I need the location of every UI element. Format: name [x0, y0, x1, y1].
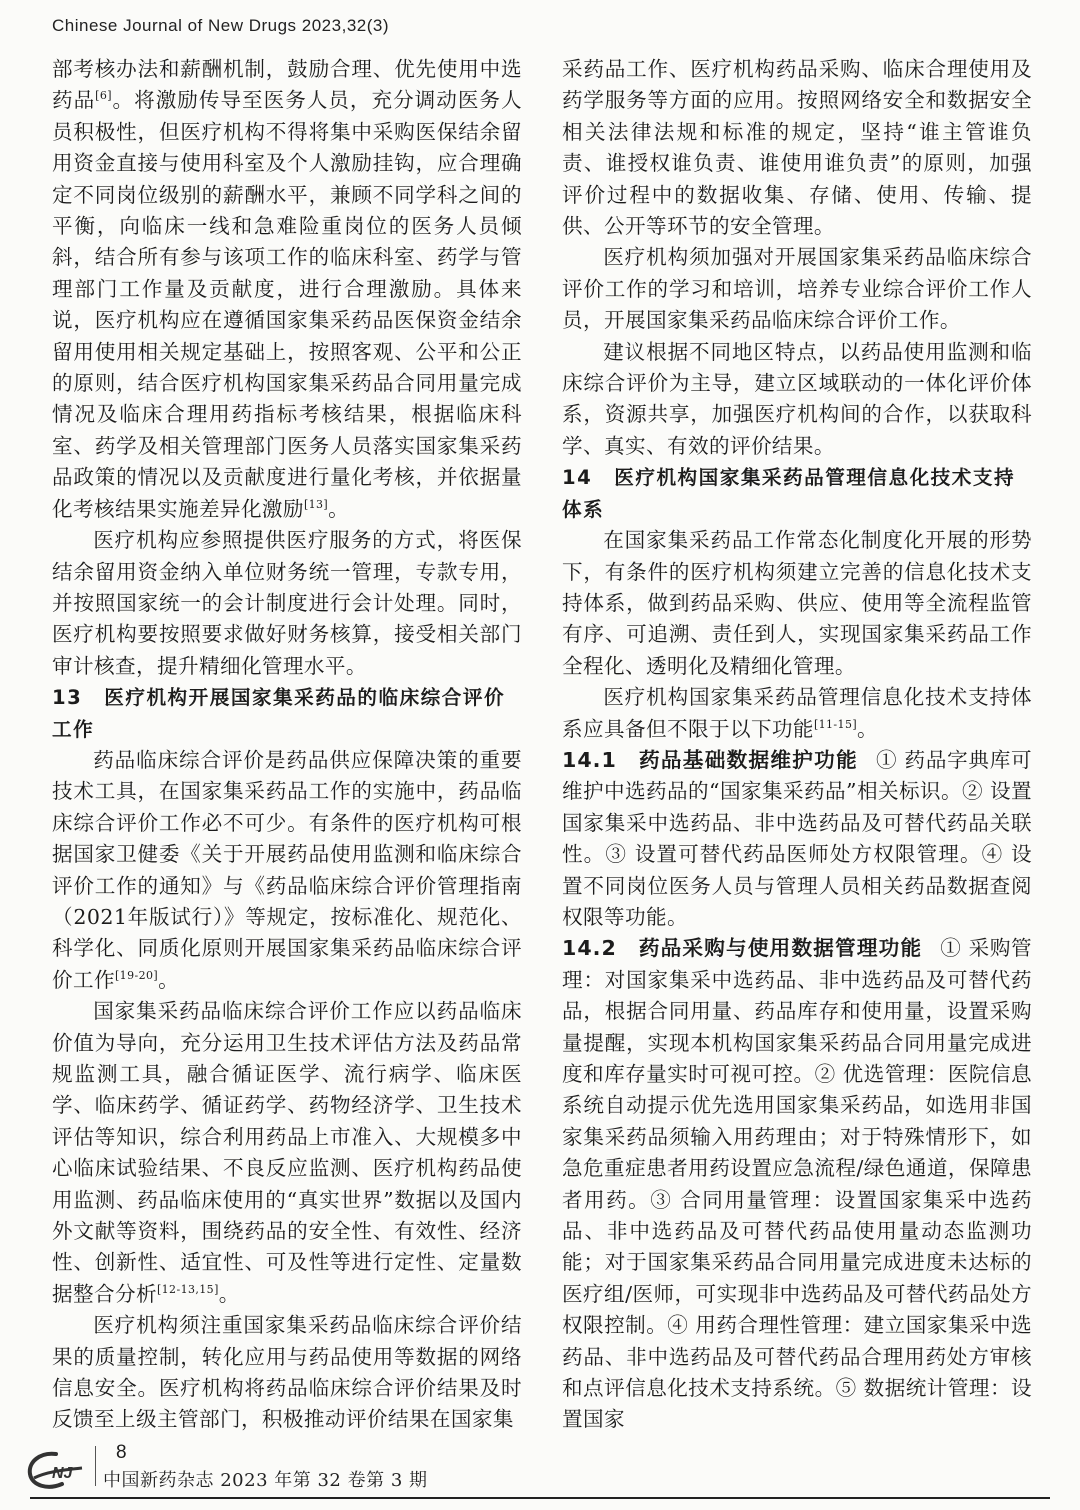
left-column [52, 54, 522, 1436]
paragraph: 医疗机构应参照提供医疗服务的方式，将医保结余留用资金纳入单位财务统一管理，专款专用，并按照国家统一的会计制度进行会计处理。同时，医疗机构要按照要求做好财务核算，接受相关部门审计核查，提升精细化管理水平。 [52, 528, 522, 678]
section-heading-13: 13 医疗机构开展国家集采药品的临床综合评价工作 [52, 686, 506, 741]
paragraph: 部考核办法和薪酬机制，鼓励合理、优先使用中选药品[6]。将激励传导至医务人员，充分调动医务人员积极性，但医疗机构不得将集中采购医保结余留用资金直接与使用科室及个人激励挂钩，应合理确定不同岗位级别的薪酬水平，兼顾不同学科之间的平衡，向临床一线和急难险重岗位的医务人员倾斜，结合所有参与该项工作的临床科室、药学与管理部门工作量及贡献度，进行合理激励。具体来说，医疗机构应在遵循国家集采药品医保资金结余留用使用相关规定基础上，按照客观、公平和公正的原则，结合医疗机构国家集采药品合同用量完成情况及临床合理用药指标考核结果，根据临床科室、药学及相关管理部门医务人员落实国家集采药品政策的情况以及贡献度进行量化考核，并依据量化考核结果实施差异化激励[13]。 [52, 57, 522, 521]
paragraph: 建议根据不同地区特点，以药品使用监测和临床综合评价为主导，建立区域联动的一体化评价体系，资源共享，加强医疗机构间的合作，以获取科学、真实、有效的评价结果。 [562, 339, 1032, 458]
paragraph: 国家集采药品临床综合评价工作应以药品临床价值为导向，充分运用卫生技术评估方法及药品常规监测工具，融合循证医学、流行病学、临床医学、临床药学、循证药学、药物经济学、卫生技术评估等知识，综合利用药品上市准入、大规模多中心临床试验结果、不良反应监测、医疗机构药品使用监测、药品临床使用的“真实世界”数据以及国内外文献等资料，围绕药品的安全性、有效性、经济性、创新性、适宜性、可及性等进行定性、定量数据整合分析[12-13,15]。 [52, 999, 522, 1306]
svg-text:NJ: NJ [52, 1465, 73, 1482]
right-column [562, 54, 1032, 1436]
citation[interactable]: [12-13,15] [156, 1282, 219, 1296]
paragraph: 医疗机构须加强对开展国家集采药品临床综合评价工作的学习和培训，培养专业综合评价工作人员，开展国家集采药品临床综合评价工作。 [562, 245, 1032, 333]
paragraph: 药品临床综合评价是药品供应保障决策的重要技术工具，在国家集采药品工作的实施中，药品临床综合评价工作必不可少。有条件的医疗机构可根据国家卫健委《关于开展药品使用监测和临床综合评价工作的通知》与《药品临床综合评价管理指南（2021年版试行）》等规定，按标准化、规范化、科学化、同质化原则开展国家集采药品临床综合评价工作[19-20]。 [52, 747, 522, 992]
page-number: 8 [116, 1442, 127, 1463]
citation[interactable]: [13] [303, 497, 329, 511]
section-heading-14: 14 医疗机构国家集采药品管理信息化技术支持体系 [562, 466, 1016, 521]
journal-logo-icon [22, 1448, 92, 1494]
footer-divider [95, 1446, 96, 1486]
citation[interactable]: [6] [95, 89, 112, 103]
citation[interactable]: [11-15] [813, 717, 858, 731]
subsection-14-1: 14.1 药品基础数据维护功能 ① 药品字典库可维护中选药品的“国家集采药品”相关标识。② 设置国家集采中选药品、非中选药品及可替代药品关联性。③ 设置可替代药品医师处方权限管理。④ 设置不同岗位医务人员与管理人员相关药品数据查阅权限等功能。 [562, 747, 1033, 929]
citation[interactable]: [19-20] [114, 968, 159, 982]
footer-rule [30, 1497, 1050, 1499]
paragraph: 采药品工作、医疗机构药品采购、临床合理使用及药学服务等方面的应用。按照网络安全和数据安全相关法律法规和标准的规定，坚持“谁主管谁负责、谁授权谁负责、谁使用谁负责”的原则，加强评价过程中的数据收集、存储、使用、传输、提供、公开等环节的安全管理。 [562, 57, 1032, 239]
running-header: Chinese Journal of New Drugs 2023,32(3) [52, 16, 390, 35]
paragraph: 在国家集采药品工作常态化制度化开展的形势下，有条件的医疗机构须建立完善的信息化技术支持体系，做到药品采购、供应、使用等全流程监管有序、可追溯、责任到人，实现国家集采药品工作全程化、透明化及精细化管理。 [562, 528, 1032, 678]
paragraph: 医疗机构须注重国家集采药品临床综合评价结果的质量控制，转化应用与药品使用等数据的网络信息安全。医疗机构将药品临床综合评价结果及时反馈至上级主管部门，积极推动评价结果在国家集 [52, 1313, 522, 1432]
subsection-14-2: 14.2 药品采购与使用数据管理功能 ① 采购管理：对国家集采中选药品、非中选药品及可替代药品，根据合同用量、药品库存和使用量，设置采购量提醒，实现本机构国家集采药品合同用量完成进度和库存量实时可视可控。② 优选管理：医院信息系统自动提示优先选用国家集采药品，如选用非国家集采药品须输入用药理由；对于特殊情形下，如急危重症患者用药设置应急流程/绿色通道，保障患者用药。③ 合同用量管理：设置国家集采中选药品、非中选药品及可替代药品使用量动态监测功能；对于国家集采药品合同用量完成进度未达标的医疗组/医师，可实现非中选药品及可替代药品处方权限控制。④ 用药合理性管理：建立国家集采中选药品、非中选药品及可替代药品合理用药处方审核和点评信息化技术支持系统。⑤ 数据统计管理：设置国家 [562, 936, 1033, 1432]
journal-name: 中国新药杂志 2023 年第 32 卷第 3 期 [103, 1470, 428, 1491]
paragraph: 医疗机构国家集采药品管理信息化技术支持体系应具备但不限于以下功能[11-15]。 [562, 685, 1032, 741]
